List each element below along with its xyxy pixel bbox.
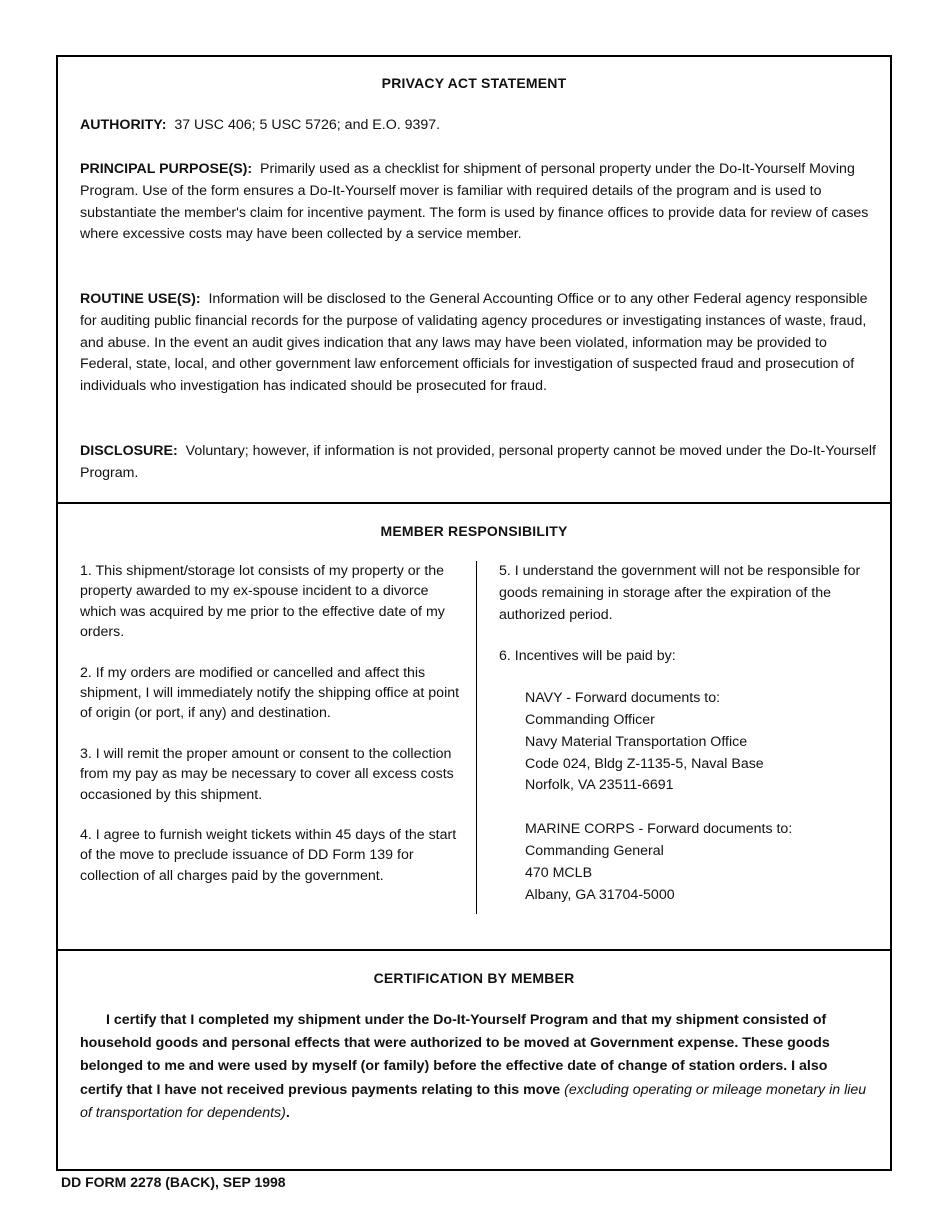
responsibility-item-4: 4. I agree to furnish weight tickets within 45 days of the start of the move to preclude issuance of DD Form 139 for collection of all charges paid by the government. xyxy=(80,827,457,884)
marine-address-line: MARINE CORPS - Forward documents to: xyxy=(525,821,793,838)
responsibility-item-3: 3. I will remit the proper amount or consent to the collection from my pay as may be necessary to cover all excess costs occasioned by this shipment. xyxy=(80,745,454,803)
principal-purpose-paragraph xyxy=(80,159,876,246)
navy-address-block xyxy=(525,688,884,797)
marine-corps-address-block xyxy=(525,819,884,906)
column-divider xyxy=(476,561,477,914)
certification-heading: CERTIFICATION BY MEMBER xyxy=(373,970,575,986)
privacy-act-section xyxy=(58,57,890,504)
disclosure-paragraph xyxy=(80,441,876,485)
authority-text: 37 USC 406; 5 USC 5726; and E.O. 9397. xyxy=(174,117,441,133)
member-responsibility-section xyxy=(58,504,890,951)
principal-purpose-text: Primarily used as a checklist for shipment of personal property under the Do-It-Yourself Moving Program. Use of the form ensures a Do-It-Yourself mover is familiar with required details of the program and is used to substantiate the member's claim for incentive payment. The form is used by finance offices to provide data for review of cases where excessive costs may have been collected by a service member. xyxy=(80,161,869,243)
certification-italic-text: (excluding operating or mileage monetary in lieu of transportation for dependents) xyxy=(80,1081,867,1121)
routine-use-text: Information will be disclosed to the General Accounting Office or to any other Federal agency responsible for auditing public financial records for the purpose of validating agency procedures or investigating instances of waste, fraud, and abuse. In the event an audit gives indication that any laws may have been violated, information may be provided to Federal, state, local, and other government law enforcement officials for investigation of suspected fraud and prosecution of individuals who investigation has indicated should be prosecuted for fraud. xyxy=(80,291,868,395)
disclosure-label: DISCLOSURE: xyxy=(80,443,178,459)
certification-text: I certify that I completed my shipment under the Do-It-Yourself Program and that my shipment consisted of household goods and personal effects that were authorized to be moved at Government expense. These goods belonged to me and were used by myself (or family) before the effective date of change of station orders. I also certify that I have not received previous payments relating to this move xyxy=(80,1012,830,1098)
member-responsibility-heading: MEMBER RESPONSIBILITY xyxy=(380,523,568,539)
privacy-act-heading: PRIVACY ACT STATEMENT xyxy=(381,75,567,91)
navy-address-line: Commanding Officer xyxy=(525,711,655,728)
marine-address-line: Commanding General xyxy=(525,842,664,859)
responsibility-item-6: 6. Incentives will be paid by: xyxy=(499,648,676,665)
certification-section xyxy=(58,951,890,1169)
authority-paragraph xyxy=(80,115,876,137)
form-frame xyxy=(56,55,892,1171)
routine-use-paragraph xyxy=(80,289,876,398)
responsibility-right-column xyxy=(499,561,884,928)
routine-use-label: ROUTINE USE(S): xyxy=(80,291,201,307)
certification-end: . xyxy=(285,1104,290,1121)
principal-purpose-label: PRINCIPAL PURPOSE(S): xyxy=(80,161,253,177)
responsibility-item-2: 2. If my orders are modified or cancelled and affect this shipment, I will immediately notify the shipping office at point of origin (or port, if any) and destination. xyxy=(80,664,460,722)
responsibility-item-5: 5. I understand the government will not be responsible for goods remaining in storage after the expiration of the authorized period. xyxy=(499,563,861,623)
certification-paragraph xyxy=(80,1009,872,1125)
navy-address-line: Norfolk, VA 23511-6691 xyxy=(525,777,674,794)
disclosure-text: Voluntary; however, if information is not provided, personal property cannot be moved under the Do-It-Yourself Program. xyxy=(80,443,876,481)
marine-address-line: 470 MCLB xyxy=(525,864,593,881)
navy-address-line: Navy Material Transportation Office xyxy=(525,733,748,750)
authority-label: AUTHORITY: xyxy=(80,117,167,133)
navy-address-line: Code 024, Bldg Z-1135-5, Naval Base xyxy=(525,755,764,772)
navy-address-line: NAVY - Forward documents to: xyxy=(525,690,721,707)
marine-address-line: Albany, GA 31704-5000 xyxy=(525,886,675,903)
responsibility-item-1: 1. This shipment/storage lot consists of my property or the property awarded to my ex-spouse incident to a divorce which was acquired by me prior to the effective date of my orders. xyxy=(80,563,445,641)
form-footer-id: DD FORM 2278 (BACK), SEP 1998 xyxy=(61,1174,286,1190)
responsibility-left-column xyxy=(80,561,460,906)
